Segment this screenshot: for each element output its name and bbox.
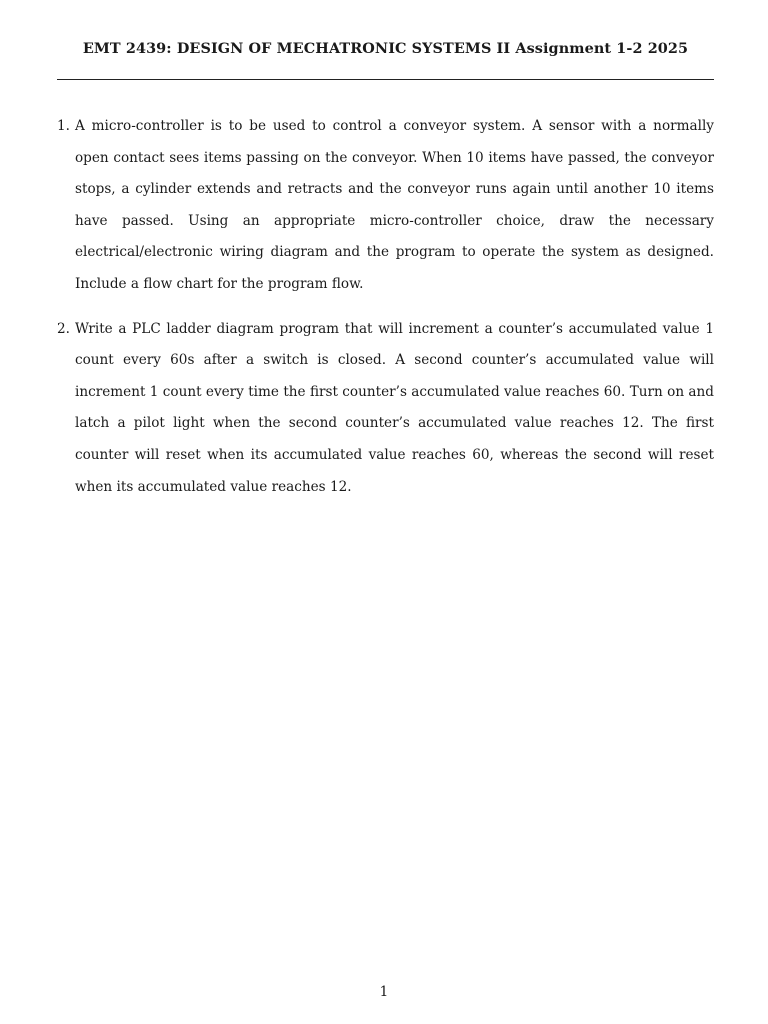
header-rule — [57, 79, 714, 80]
question-item-1 — [57, 111, 714, 301]
question-text: A micro-controller is to be used to control a conveyor system. A sensor with a normally open contact sees items passing on the conveyor. When 10 items have passed, the conveyor stops, a cylinder extends and retracts and the conveyor runs again until another 10 items have passed. Using an appropriate micro-controller choice, draw the necessary electrical/electronic wiring diagram and the program to operate the system as designed. Include a flow chart for the program flow. — [75, 118, 714, 292]
question-item-2 — [57, 314, 714, 504]
question-number: 1. — [57, 118, 70, 134]
page-number: 1 — [379, 984, 389, 1000]
question-number: 2. — [57, 320, 70, 337]
question-text: Write a PLC ladder diagram program that will increment a counter’s accumulated value 1 count every 60s after a switch is closed. A second counter’s accumulated value will increment 1 count every time the first counter’s accumulated value reaches 60. Turn on and latch a pilot light when the second counter’s accumulated value reaches 12. The first counter will reset when its accumulated value reaches 60, whereas the second will reset when its accumulated value reaches 12. — [75, 320, 714, 495]
question-list — [57, 111, 714, 516]
document-header: EMT 2439: DESIGN OF MECHATRONIC SYSTEMS II Assignment 1-2 2025 — [82, 40, 689, 57]
